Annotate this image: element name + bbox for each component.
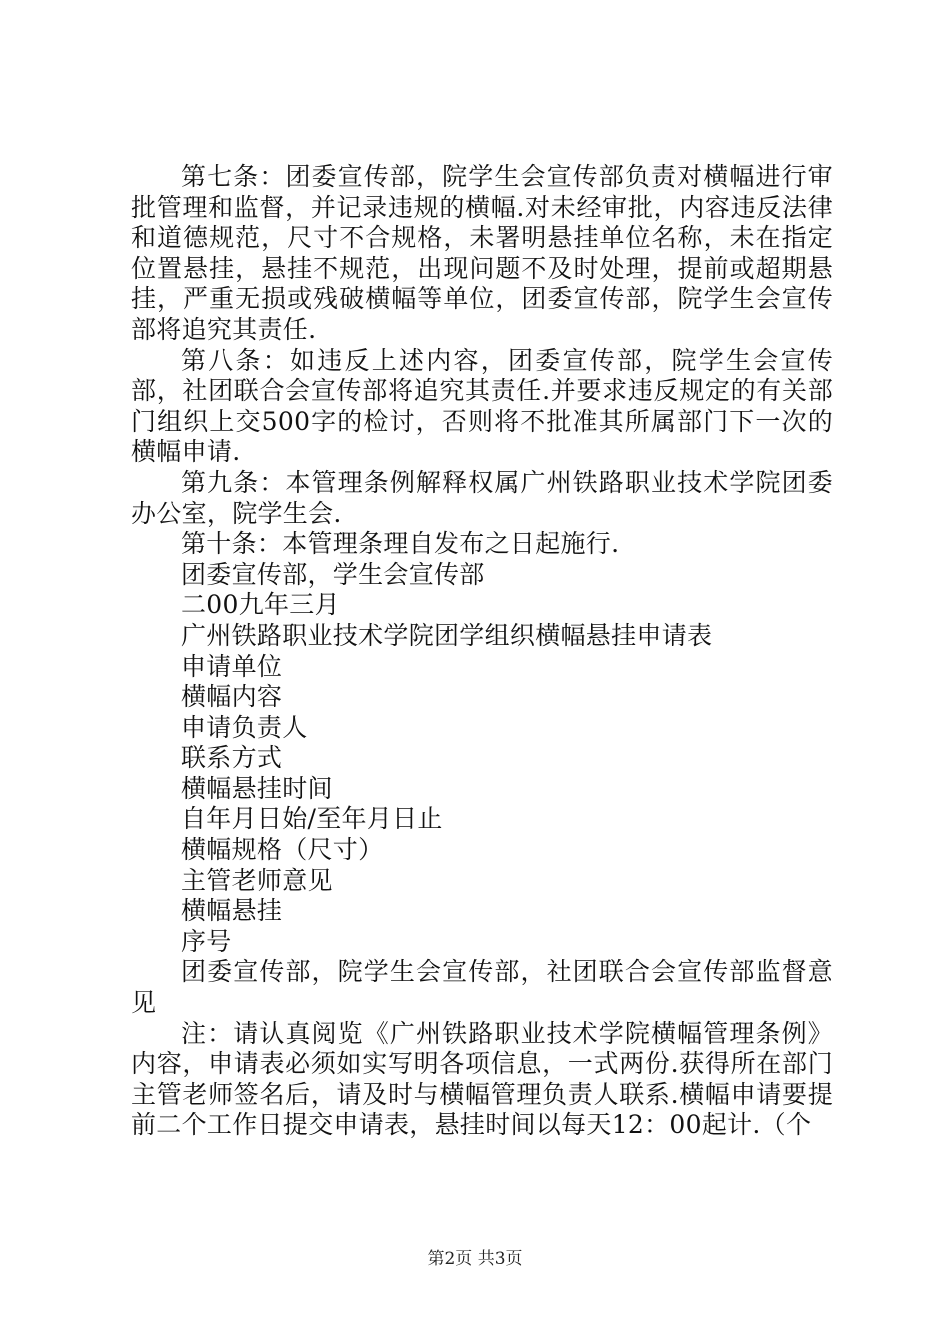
form-field-applicant-unit: 申请单位 (181, 651, 283, 681)
form-field-banner-size: 横幅规格（尺寸） (181, 835, 384, 865)
form-field-hanging-time: 横幅悬挂时间 (181, 773, 333, 803)
form-field-banner-content: 横幅内容 (181, 682, 283, 712)
article-8-paragraph: 第八条：如违反上述内容，团委宣传部，院学生会宣传部，社团联合会宣传部将追究其责任.并要求违反规定的有关部门组织上交500字的检讨，否则将不批准其所属部门下一次的横幅申请. (131, 345, 833, 467)
form-title: 广州铁路职业技术学院团学组织横幅悬挂申请表 (181, 620, 713, 650)
form-field-teacher-opinion: 主管老师意见 (181, 865, 333, 895)
page-footer: 第2页 共3页 (427, 1249, 523, 1269)
document-body (131, 162, 833, 1141)
article-9-paragraph: 第九条：本管理条例解释权属广州铁路职业技术学院团委办公室，院学生会. (131, 467, 833, 528)
form-field-serial-number: 序号 (181, 926, 232, 956)
article-10-paragraph: 第十条：本管理条理自发布之日起施行. (181, 529, 620, 559)
form-field-person-in-charge: 申请负责人 (181, 712, 308, 742)
date-line: 二00九年三月 (181, 590, 340, 620)
form-field-contact: 联系方式 (181, 743, 283, 773)
issuer-line: 团委宣传部，学生会宣传部 (181, 559, 485, 589)
article-7-paragraph: 第七条：团委宣传部，院学生会宣传部负责对横幅进行审批管理和监督，并记录违规的横幅.对未经审批，内容违反法律和道德规范，尺寸不合规格，未署明悬挂单位名称，未在指定位置悬挂，悬挂不规范，出现问题不及时处理，提前或超期悬挂，严重无损或残破横幅等单位，团委宣传部，院学生会宣传部将追究其责任. (131, 162, 833, 344)
form-field-supervision-opinion: 团委宣传部，院学生会宣传部，社团联合会宣传部监督意见 (131, 957, 833, 1018)
form-field-banner-hanging: 横幅悬挂 (181, 896, 283, 926)
form-field-date-range: 自年月日始/至年月日止 (181, 804, 443, 834)
note-paragraph: 注：请认真阅览《广州铁路职业技术学院横幅管理条例》内容，申请表必须如实写明各项信息，一式两份.获得所在部门主管老师签名后，请及时与横幅管理负责人联系.横幅申请要提前二个工作日提交申请表，悬挂时间以每天12：00起计.（个 (131, 1018, 833, 1140)
